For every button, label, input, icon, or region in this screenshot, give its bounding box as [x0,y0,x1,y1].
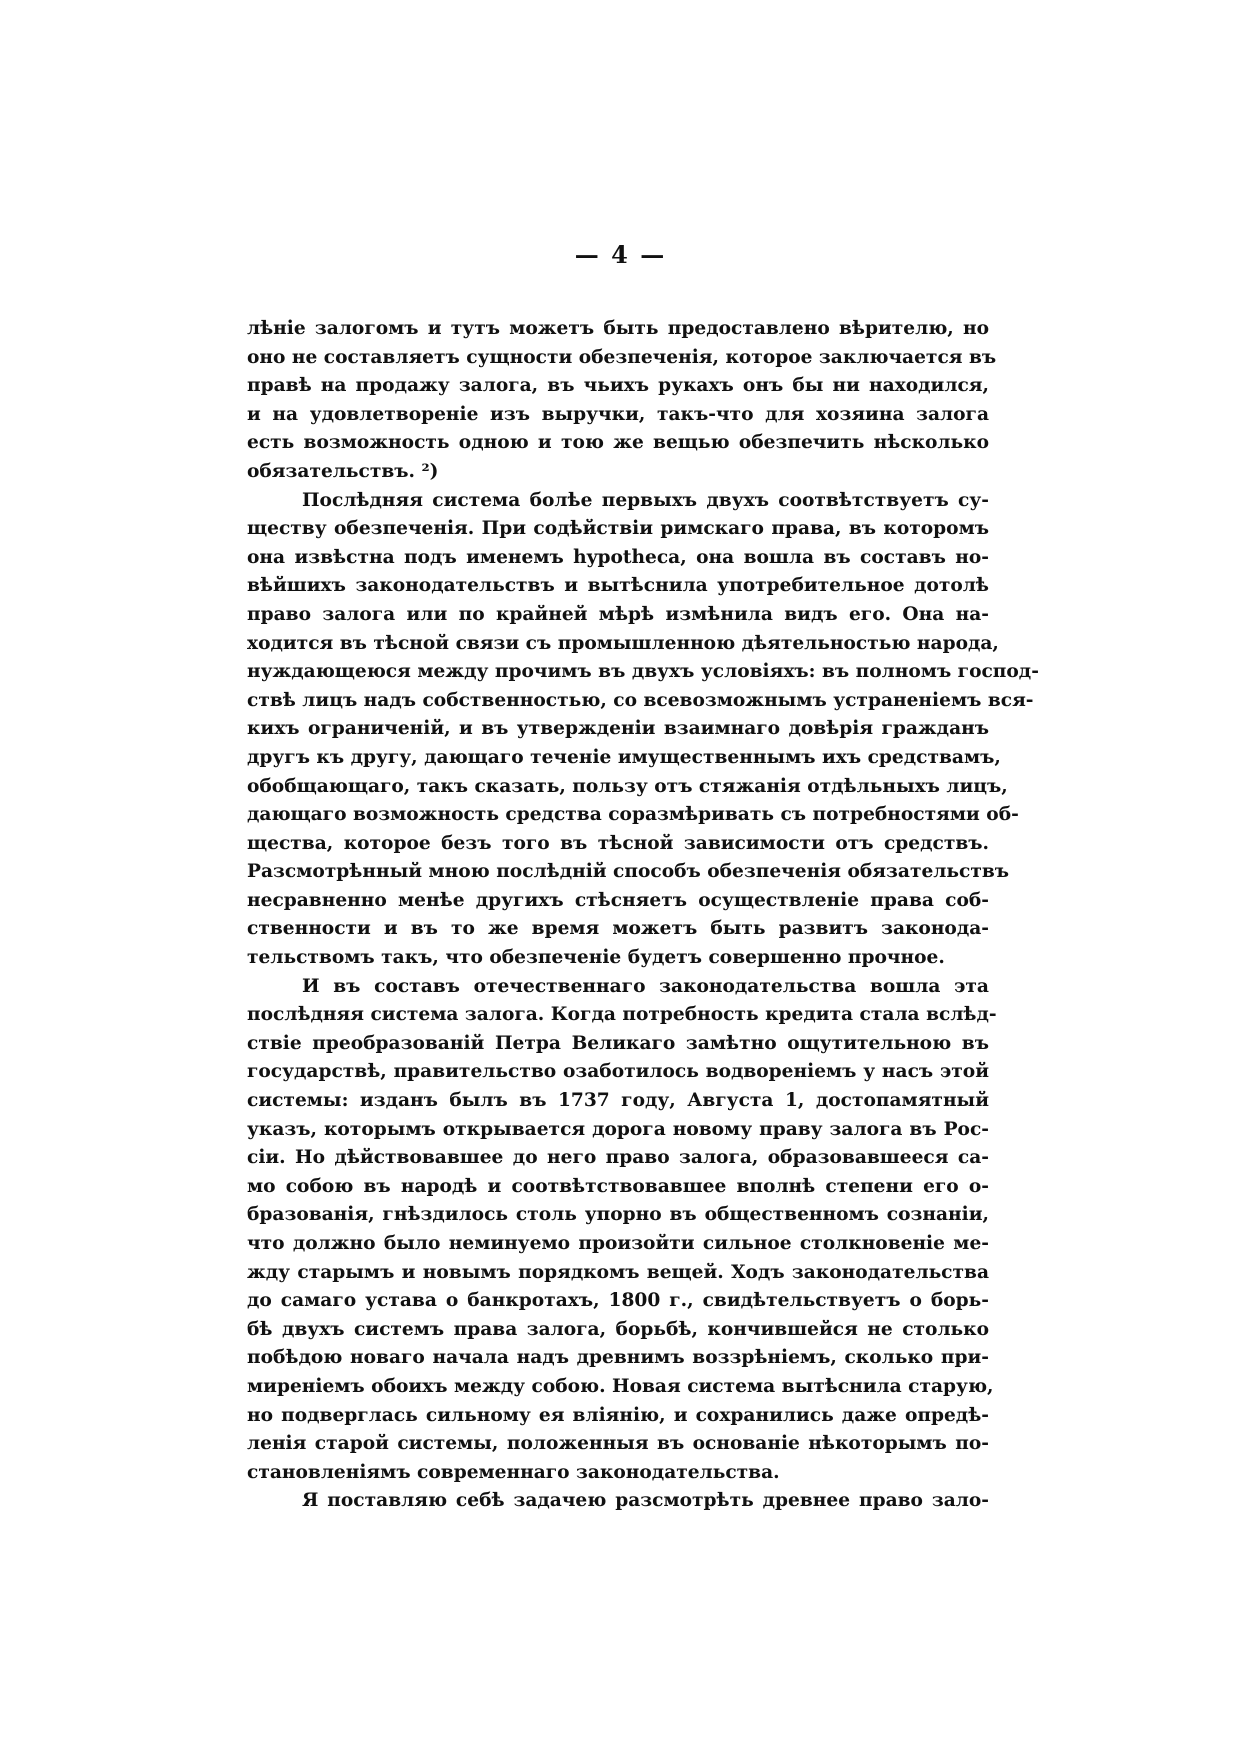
text-line: обязательствъ. ²) [247,460,439,482]
text-line: мо собою въ народѣ и соотвѣтствовавшее вполнѣ степени его о- [247,1175,989,1197]
text-line: нуждающеюся между прочимъ въ двухъ условіяхъ: въ полномъ господ- [247,661,1039,683]
text-line: государствѣ, правительство озаботилось водвореніемъ у насъ этой [247,1061,989,1083]
text-line: право залога или по крайней мѣрѣ измѣнила видъ его. Она на- [247,603,989,625]
text-line: жду старымъ и новымъ порядкомъ вещей. Ходъ законодательства [247,1261,989,1283]
text-line: правѣ на продажу залога, въ чьихъ рукахъ онъ бы ни находился, [247,375,989,397]
text-line: бѣ двухъ системъ права залога, борьбѣ, кончившейся не столько [247,1318,989,1340]
text-line: и на удовлетвореніе изъ выручки, такъ-что для хозяина залога [247,403,989,425]
text-line: несравненно менѣе другихъ стѣсняетъ осуществленіе права соб- [247,889,989,911]
text-line: есть возможность одною и тою же вещью обезпечить нѣсколько [247,432,989,454]
text-line: системы: изданъ былъ въ 1737 году, Августа 1, достопамятный [247,1090,989,1112]
text-line: ственности и въ то же время можетъ быть развитъ законода- [247,918,989,940]
text-line: ствѣ лицъ надъ собственностью, со всевозможнымъ устраненіемъ вся- [247,689,1034,711]
text-line: Разсмотрѣнный мною послѣдній способъ обезпеченія обязательствъ [247,861,1010,883]
text-line: побѣдою новаго начала надъ древнимъ воззрѣніемъ, сколько при- [247,1347,989,1369]
text-line: она извѣстна подъ именемъ hypotheca, она вошла въ составъ но- [247,546,989,568]
text-line: лѣніе залогомъ и тутъ можетъ быть предоставлено вѣрителю, но [247,318,989,339]
text-line: сіи. Но дѣйствовавшее до него право залога, образовавшееся са- [247,1147,989,1169]
text-line: ществу обезпеченія. При содѣйствіи римскаго права, въ которомъ [247,518,989,540]
text-line: до самаго устава о банкротахъ, 1800 г., свидѣтельствуетъ о борь- [247,1290,989,1312]
text-line: бразованія, гнѣздилось столь упорно въ общественномъ сознаніи, [247,1204,989,1226]
text-line: И въ составъ отечественнаго законодательства вошла эта [302,975,989,997]
text-line: но подверглась сильному ея вліянію, и сохранились даже опредѣ- [247,1404,989,1426]
text-line: Я поставляю себѣ задачею разсмотрѣть древнее право зало- [302,1490,989,1512]
text-line: что должно было неминуемо произойти сильное столкновеніе ме- [247,1233,989,1254]
text-line: другъ къ другу, дающаго теченіе имущественнымъ ихъ средствамъ, [247,746,1001,768]
text-line: вѣйшихъ законодательствъ и вытѣснила употребительное дотолѣ [247,575,989,597]
text-line: кихъ ограниченій, и въ утвержденіи взаимнаго довѣрія гражданъ [247,718,989,740]
page-number: — 4 — [574,240,667,269]
text-line: дающаго возможность средства соразмѣривать съ потребностями об- [247,804,1019,826]
text-line: становленіямъ современнаго законодательства. [247,1461,780,1483]
text-line: послѣдняя система залога. Когда потребность кредита стала вслѣд- [247,1004,997,1026]
text-line: щества, которое безъ того въ тѣсной зависимости отъ средствъ. [247,832,989,854]
text-line: оно не составляетъ сущности обезпеченія, которое заключается въ [247,346,997,368]
text-line: ходится въ тѣсной связи съ промышленною дѣятельностью народа, [247,632,999,654]
text-line: ленія старой системы, положенныя въ основаніе нѣкоторымъ по- [247,1433,989,1455]
body-text [247,315,1039,1516]
text-line: указъ, которымъ открывается дорога новому праву залога въ Рос- [247,1118,989,1140]
text-line: обобщающаго, такъ сказать, пользу отъ стяжанія отдѣльныхъ лицъ, [247,775,1008,797]
text-line: Послѣдняя система болѣе первыхъ двухъ соотвѣтствуетъ су- [302,489,989,511]
text-line: тельствомъ такъ, что обезпеченіе будетъ совершенно прочное. [247,947,945,969]
text-line: миреніемъ обоихъ между собою. Новая система вытѣснила старую, [247,1375,994,1397]
text-line: ствіе преобразованій Петра Великаго замѣтно ощутительною въ [247,1032,989,1054]
